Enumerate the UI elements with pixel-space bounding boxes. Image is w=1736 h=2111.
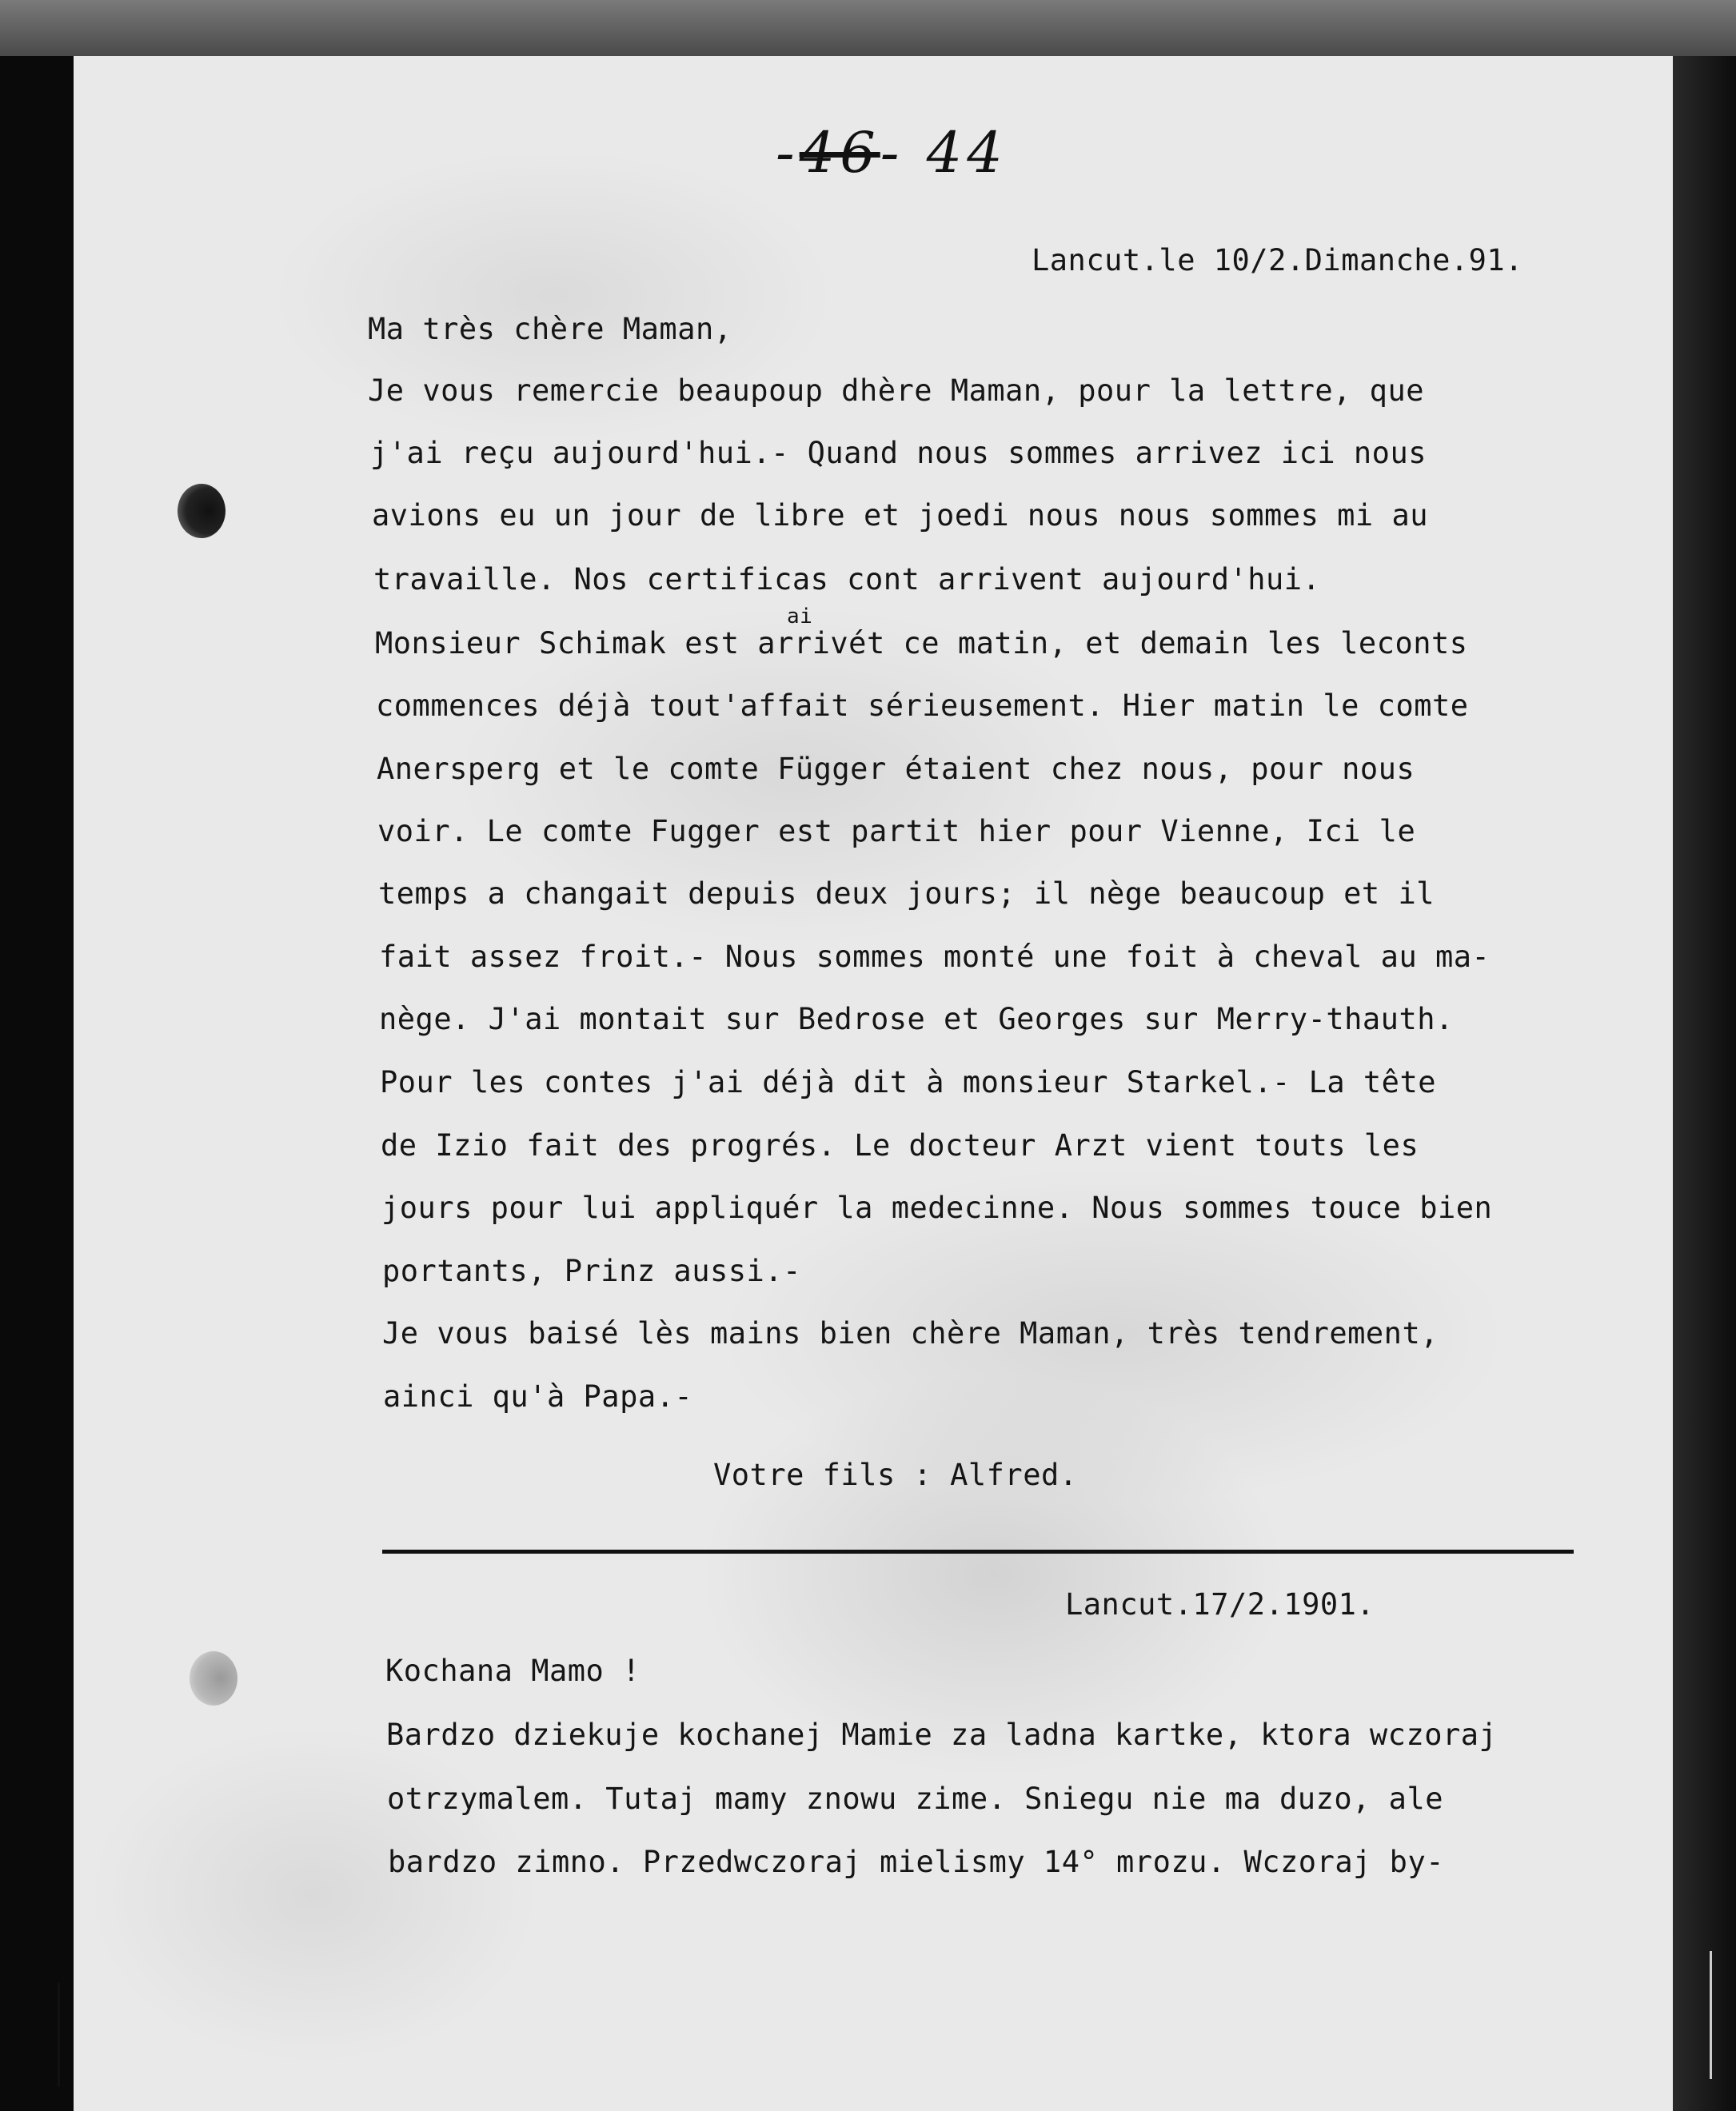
letter2-line: bardzo zimno. Przedwczoraj mielismy 14° mrozu. Wczoraj by- <box>388 1845 1445 1879</box>
section-divider <box>382 1550 1574 1554</box>
letter2-line: Kochana Mamo ! <box>385 1654 641 1688</box>
punch-hole-faint <box>190 1651 237 1706</box>
letter1-line: ainci qu'à Papa.- <box>383 1379 693 1414</box>
letter1-line: Ma très chère Maman, <box>368 312 732 346</box>
scan-right-edge <box>1673 56 1736 2111</box>
letter1-signature: Votre fils : Alfred. <box>713 1458 1078 1492</box>
page-number-struck: 46 <box>799 120 880 186</box>
page-number-dash: - <box>776 120 800 186</box>
letter1-line: Anersperg et le comte Függer étaient chez nous, pour nous <box>377 752 1415 786</box>
letter1-line: avions eu un jour de libre et joedi nous nous sommes mi au <box>372 498 1429 533</box>
letter1-line: portants, Prinz aussi.- <box>382 1254 801 1288</box>
letter1-line: nège. J'ai montait sur Bedrose et Georges sur Merry-thauth. <box>379 1002 1454 1036</box>
letter1-line: j'ai reçu aujourd'hui.- Quand nous sommes arrivez ici nous <box>370 436 1427 470</box>
letter1-line: jours pour lui appliquér la medecinne. Nous sommes touce bien <box>381 1191 1493 1225</box>
page-number <box>776 120 1008 186</box>
letter1-line: commences déjà tout'affait sérieusement. Hier matin le comte <box>376 688 1469 723</box>
letter1-line: de Izio fait des progrés. Le docteur Arzt vient touts les <box>381 1128 1419 1163</box>
letter1-line: fait assez froit.- Nous sommes monté une foit à cheval au ma- <box>379 940 1491 974</box>
letter1-dateline: Lancut.le 10/2.Dimanche.91. <box>1032 243 1523 277</box>
letter1-line: voir. Le comte Fugger est partit hier pour Vienne, Ici le <box>377 814 1416 848</box>
scan-edge-mark <box>1710 1951 1712 2079</box>
letter1-line: travaille. Nos certificas cont arrivent aujourd'hui. <box>373 562 1321 597</box>
letter1-line: Je vous remercie beaupoup dhère Maman, pour la lettre, que <box>368 373 1425 408</box>
scan-top-edge <box>0 0 1736 56</box>
letter2-line: Bardzo dziekuje kochanej Mamie za ladna kartke, ktora wczoraj <box>386 1718 1498 1752</box>
letter1-line: temps a changait depuis deux jours; il nège beaucoup et il <box>378 876 1435 911</box>
punch-hole <box>178 484 225 538</box>
letter2-dateline: Lancut.17/2.1901. <box>1065 1587 1375 1622</box>
page-number-current: 44 <box>926 120 1008 186</box>
letter1-line: Je vous baisé lès mains bien chère Maman, très tendrement, <box>382 1316 1439 1351</box>
scan-edge-mark <box>58 1983 60 2087</box>
page-number-dash: - <box>880 120 904 186</box>
letter1-line: Monsieur Schimak est arrivét ce matin, et demain les leconts <box>375 626 1468 660</box>
interlinear-correction: ai <box>787 605 813 629</box>
letter2-line: otrzymalem. Tutaj mamy znowu zime. Sniegu nie ma duzo, ale <box>387 1782 1444 1816</box>
letter1-line: Pour les contes j'ai déjà dit à monsieur Starkel.- La tête <box>380 1065 1437 1099</box>
